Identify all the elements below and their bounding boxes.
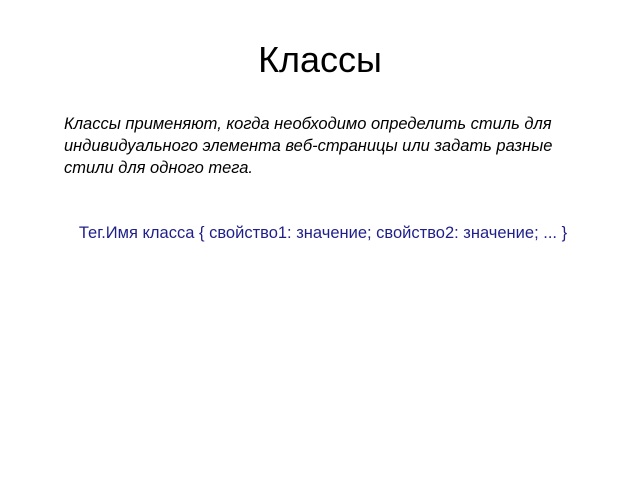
slide-title: Классы [258,39,382,80]
slide-body-text: Классы применяют, когда необходимо определить стиль для индивидуального элемента веб-страницы или задать разные стили для одного тега. [64,115,553,177]
class-syntax-example: Тег.Имя класса { свойство1: значение; свойство2: значение; ... } [78,224,568,242]
